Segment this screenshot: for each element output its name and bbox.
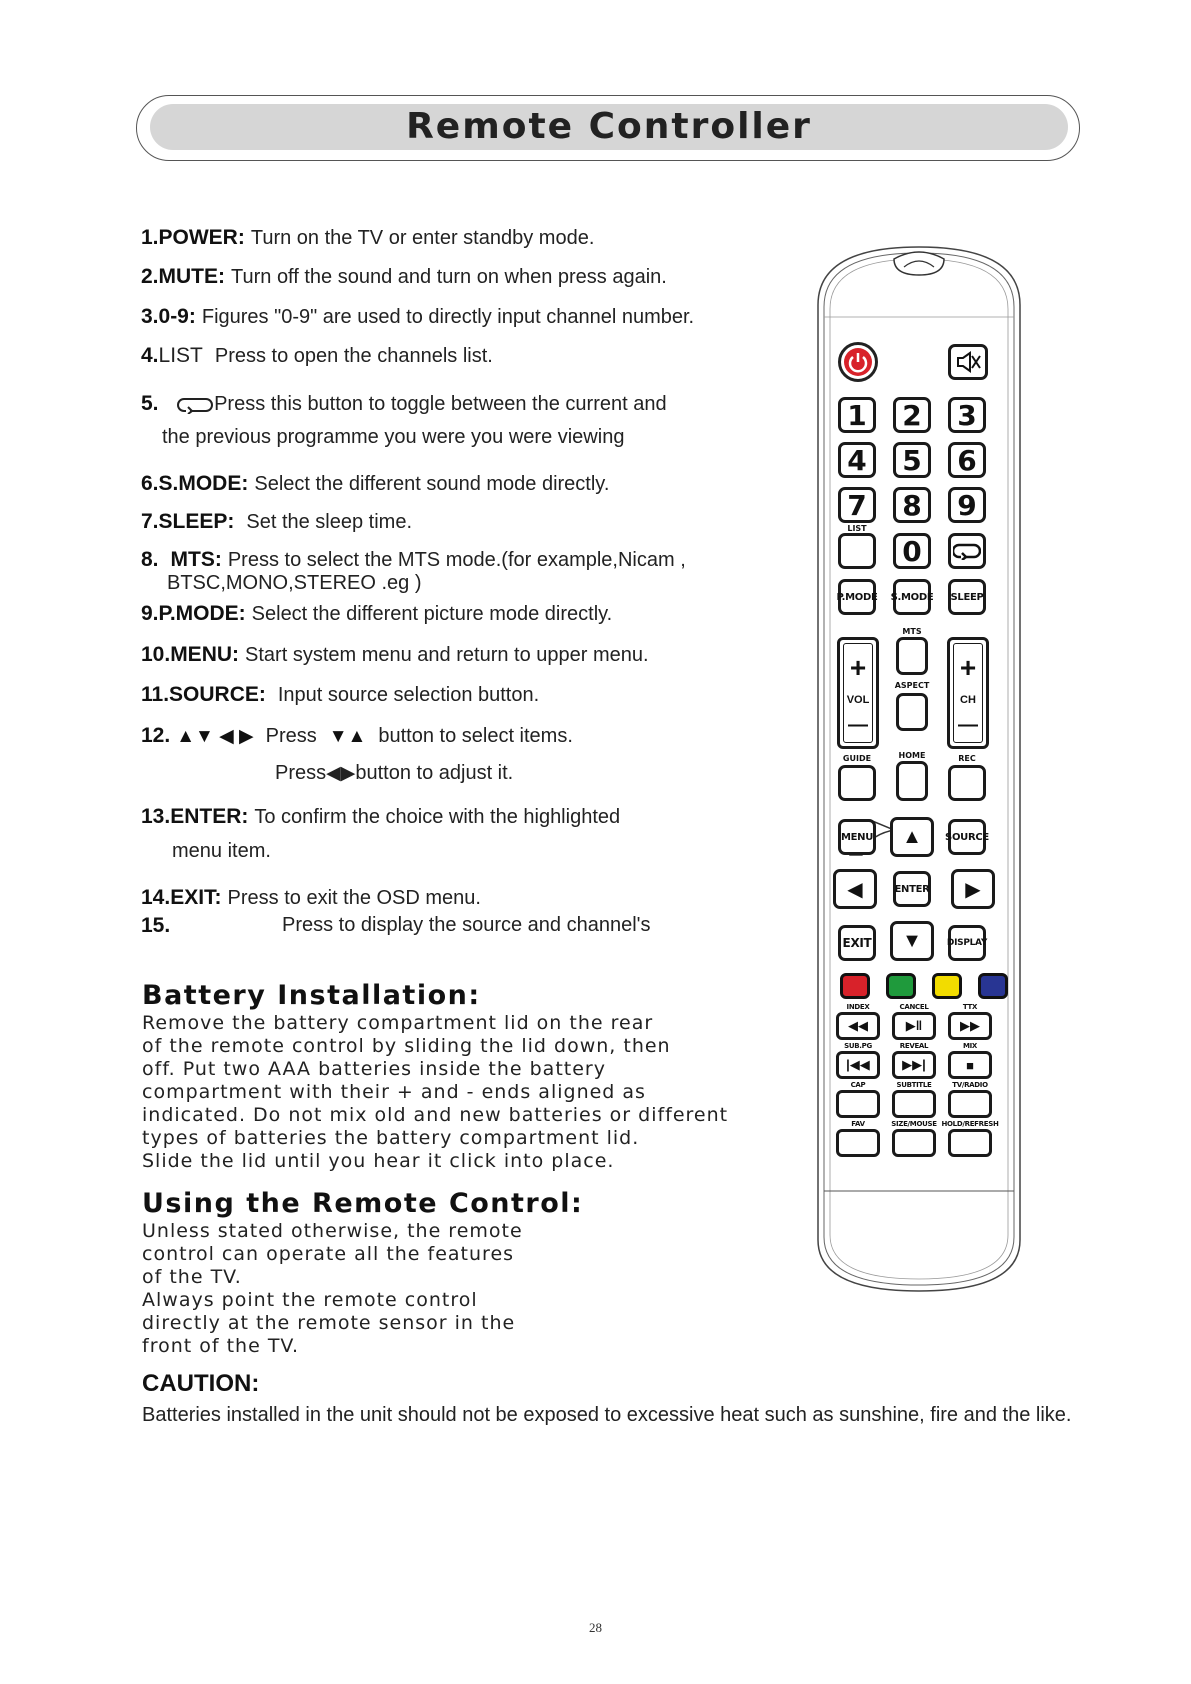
down-button[interactable]: ▼ xyxy=(890,921,934,961)
digit-1-button[interactable]: 1 xyxy=(838,397,876,433)
subtitle-button[interactable] xyxy=(892,1090,936,1118)
tvradio-button[interactable] xyxy=(948,1090,992,1118)
aspect-button[interactable] xyxy=(896,693,928,731)
item-list: 4.LIST Press to open the channels list. xyxy=(141,344,493,367)
power-icon xyxy=(844,348,872,376)
using-line: of the TV. xyxy=(142,1266,242,1288)
item-smode: 6.S.MODE: Select the different sound mode directly. xyxy=(141,472,610,495)
green-key[interactable] xyxy=(886,973,916,999)
right-button[interactable]: ▶ xyxy=(951,869,995,909)
display-button[interactable]: DISPLAY xyxy=(948,925,986,961)
using-line: Unless stated otherwise, the remote xyxy=(142,1220,523,1242)
home-button[interactable] xyxy=(896,761,928,801)
up-button[interactable]: ▲ xyxy=(890,817,934,857)
recall-icon xyxy=(176,396,214,414)
channel-label: CH xyxy=(960,694,976,706)
cancel-label: CANCEL xyxy=(899,1003,929,1011)
holdrefresh-button[interactable] xyxy=(948,1129,992,1157)
item-digits: 3.0-9: Figures "0-9" are used to directly input channel number. xyxy=(141,305,695,328)
channel-rocker[interactable] xyxy=(947,637,989,749)
item-enter: 13.ENTER: To confirm the choice with the highlighted xyxy=(141,805,621,828)
item-recall-line2: the previous programme you were you were viewing xyxy=(162,426,625,448)
subtitle-label: SUBTITLE xyxy=(896,1081,932,1089)
home-label: HOME xyxy=(898,751,926,760)
channel-down-icon[interactable]: — xyxy=(958,714,978,736)
digit-3-button[interactable]: 3 xyxy=(948,397,986,433)
battery-title: Battery Installation: xyxy=(142,980,481,1011)
red-key[interactable] xyxy=(840,973,870,999)
using-line: control can operate all the features xyxy=(142,1243,515,1265)
reveal-label: REVEAL xyxy=(899,1042,929,1050)
using-line: front of the TV. xyxy=(142,1335,300,1357)
page-number: 28 xyxy=(589,1620,602,1635)
item-arrows-line2: Press◀▶button to adjust it. xyxy=(275,762,514,784)
source-button[interactable]: SOURCE xyxy=(948,819,986,855)
aspect-label: ASPECT xyxy=(894,681,930,690)
item-menu: 10.MENU: Start system menu and return to upper menu. xyxy=(141,643,649,666)
smode-button[interactable]: S.MODE xyxy=(893,579,931,615)
fav-label: FAV xyxy=(851,1120,865,1128)
rewind-button[interactable]: ◀◀ xyxy=(836,1012,880,1040)
fav-button[interactable] xyxy=(836,1129,880,1157)
item-power: 1.POWER: Turn on the TV or enter standby mode. xyxy=(141,226,595,249)
item-sleep: 7.SLEEP: Set the sleep time. xyxy=(141,510,413,533)
holdrefresh-label: HOLD/REFRESH xyxy=(941,1120,999,1128)
volume-down-icon[interactable]: — xyxy=(848,714,868,736)
next-button[interactable]: ▶▶| xyxy=(892,1051,936,1079)
digit-6-button[interactable]: 6 xyxy=(948,442,986,478)
channel-up-icon[interactable]: + xyxy=(959,652,977,683)
previous-button[interactable]: |◀◀ xyxy=(836,1051,880,1079)
sizemouse-label: SIZE/MOUSE xyxy=(891,1120,937,1128)
mute-icon xyxy=(954,350,982,374)
page-title: Remote Controller xyxy=(406,106,812,147)
blue-key[interactable] xyxy=(978,973,1008,999)
using-title: Using the Remote Control: xyxy=(142,1188,584,1219)
rec-button[interactable] xyxy=(948,765,986,801)
item-arrows: 12. ▲▼ ◀ ▶ Press ▼▲ button to select items. xyxy=(141,724,573,747)
item-enter-line2: menu item. xyxy=(172,840,271,862)
tvradio-label: TV/RADIO xyxy=(952,1081,988,1089)
mix-label: MIX xyxy=(962,1042,978,1050)
power-button[interactable] xyxy=(838,342,878,382)
recall-icon xyxy=(953,542,981,560)
battery-line: types of batteries the battery compartment lid. xyxy=(142,1127,640,1149)
battery-line: of the remote control by sliding the lid down, then xyxy=(142,1035,671,1057)
mts-button[interactable] xyxy=(896,637,928,675)
sleep-button[interactable]: SLEEP xyxy=(948,579,986,615)
exit-button[interactable]: EXIT xyxy=(838,925,876,961)
list-button[interactable] xyxy=(838,533,876,569)
recall-button[interactable] xyxy=(948,533,986,569)
volume-label: VOL xyxy=(846,694,870,706)
digit-2-button[interactable]: 2 xyxy=(893,397,931,433)
stop-button[interactable]: ■ xyxy=(948,1051,992,1079)
sizemouse-button[interactable] xyxy=(892,1129,936,1157)
cap-label: CAP xyxy=(850,1081,866,1089)
caution-text: Batteries installed in the unit should not be exposed to excessive heat such as sunshine, fire and the like. xyxy=(142,1404,1072,1426)
fast-forward-button[interactable]: ▶▶ xyxy=(948,1012,992,1040)
volume-rocker[interactable] xyxy=(837,637,879,749)
mts-label: MTS xyxy=(902,627,922,636)
item-display-text: Press to display the source and channel's xyxy=(282,914,651,936)
item-mts: 8. MTS: Press to select the MTS mode.(for example,Nicam , xyxy=(141,548,686,571)
digit-4-button[interactable]: 4 xyxy=(838,442,876,478)
digit-7-button[interactable]: 7 xyxy=(838,487,876,523)
volume-up-icon[interactable]: + xyxy=(849,652,867,683)
item-mts-line2: BTSC,MONO,STEREO .eg ) xyxy=(167,572,422,594)
mute-button[interactable] xyxy=(948,344,988,380)
battery-line: compartment with their + and - ends aligned as xyxy=(142,1081,646,1103)
battery-line: off. Put two AAA batteries inside the battery xyxy=(142,1058,606,1080)
item-mute: 2.MUTE: Turn off the sound and turn on when press again. xyxy=(141,265,667,288)
digit-8-button[interactable]: 8 xyxy=(893,487,931,523)
yellow-key[interactable] xyxy=(932,973,962,999)
menu-button[interactable]: MENU xyxy=(838,819,876,855)
subpg-label: SUB.PG xyxy=(844,1042,872,1050)
list-label: LIST xyxy=(847,524,867,533)
play-pause-button[interactable]: ▶‖ xyxy=(892,1012,936,1040)
item-recall: 5. Press this button to toggle between the current and xyxy=(141,392,667,415)
using-line: Always point the remote control xyxy=(142,1289,478,1311)
guide-button[interactable] xyxy=(838,765,876,801)
index-label: INDEX xyxy=(846,1003,870,1011)
left-button[interactable]: ◀ xyxy=(833,869,877,909)
guide-label: GUIDE xyxy=(842,754,872,763)
item-exit: 14.EXIT: Press to exit the OSD menu. xyxy=(141,886,481,909)
enter-button[interactable]: ENTER xyxy=(893,871,931,907)
item-pmode: 9.P.MODE: Select the different picture mode directly. xyxy=(141,602,613,625)
item-display: 15. xyxy=(141,914,171,937)
using-line: directly at the remote sensor in the xyxy=(142,1312,516,1334)
item-source: 11.SOURCE: Input source selection button. xyxy=(141,683,540,706)
battery-line: Slide the lid until you hear it click into place. xyxy=(142,1150,615,1172)
pmode-button[interactable]: P.MODE xyxy=(838,579,876,615)
battery-line: indicated. Do not mix old and new batteries or different xyxy=(142,1104,729,1126)
rec-label: REC xyxy=(958,754,976,763)
digit-9-button[interactable]: 9 xyxy=(948,487,986,523)
battery-line: Remove the battery compartment lid on the rear xyxy=(142,1012,654,1034)
caution-title: CAUTION: xyxy=(142,1370,260,1397)
ttx-label: TTX xyxy=(962,1003,978,1011)
digit-5-button[interactable]: 5 xyxy=(893,442,931,478)
cap-button[interactable] xyxy=(836,1090,880,1118)
digit-0-button[interactable]: 0 xyxy=(893,533,931,569)
remote-illustration xyxy=(810,245,1028,1295)
